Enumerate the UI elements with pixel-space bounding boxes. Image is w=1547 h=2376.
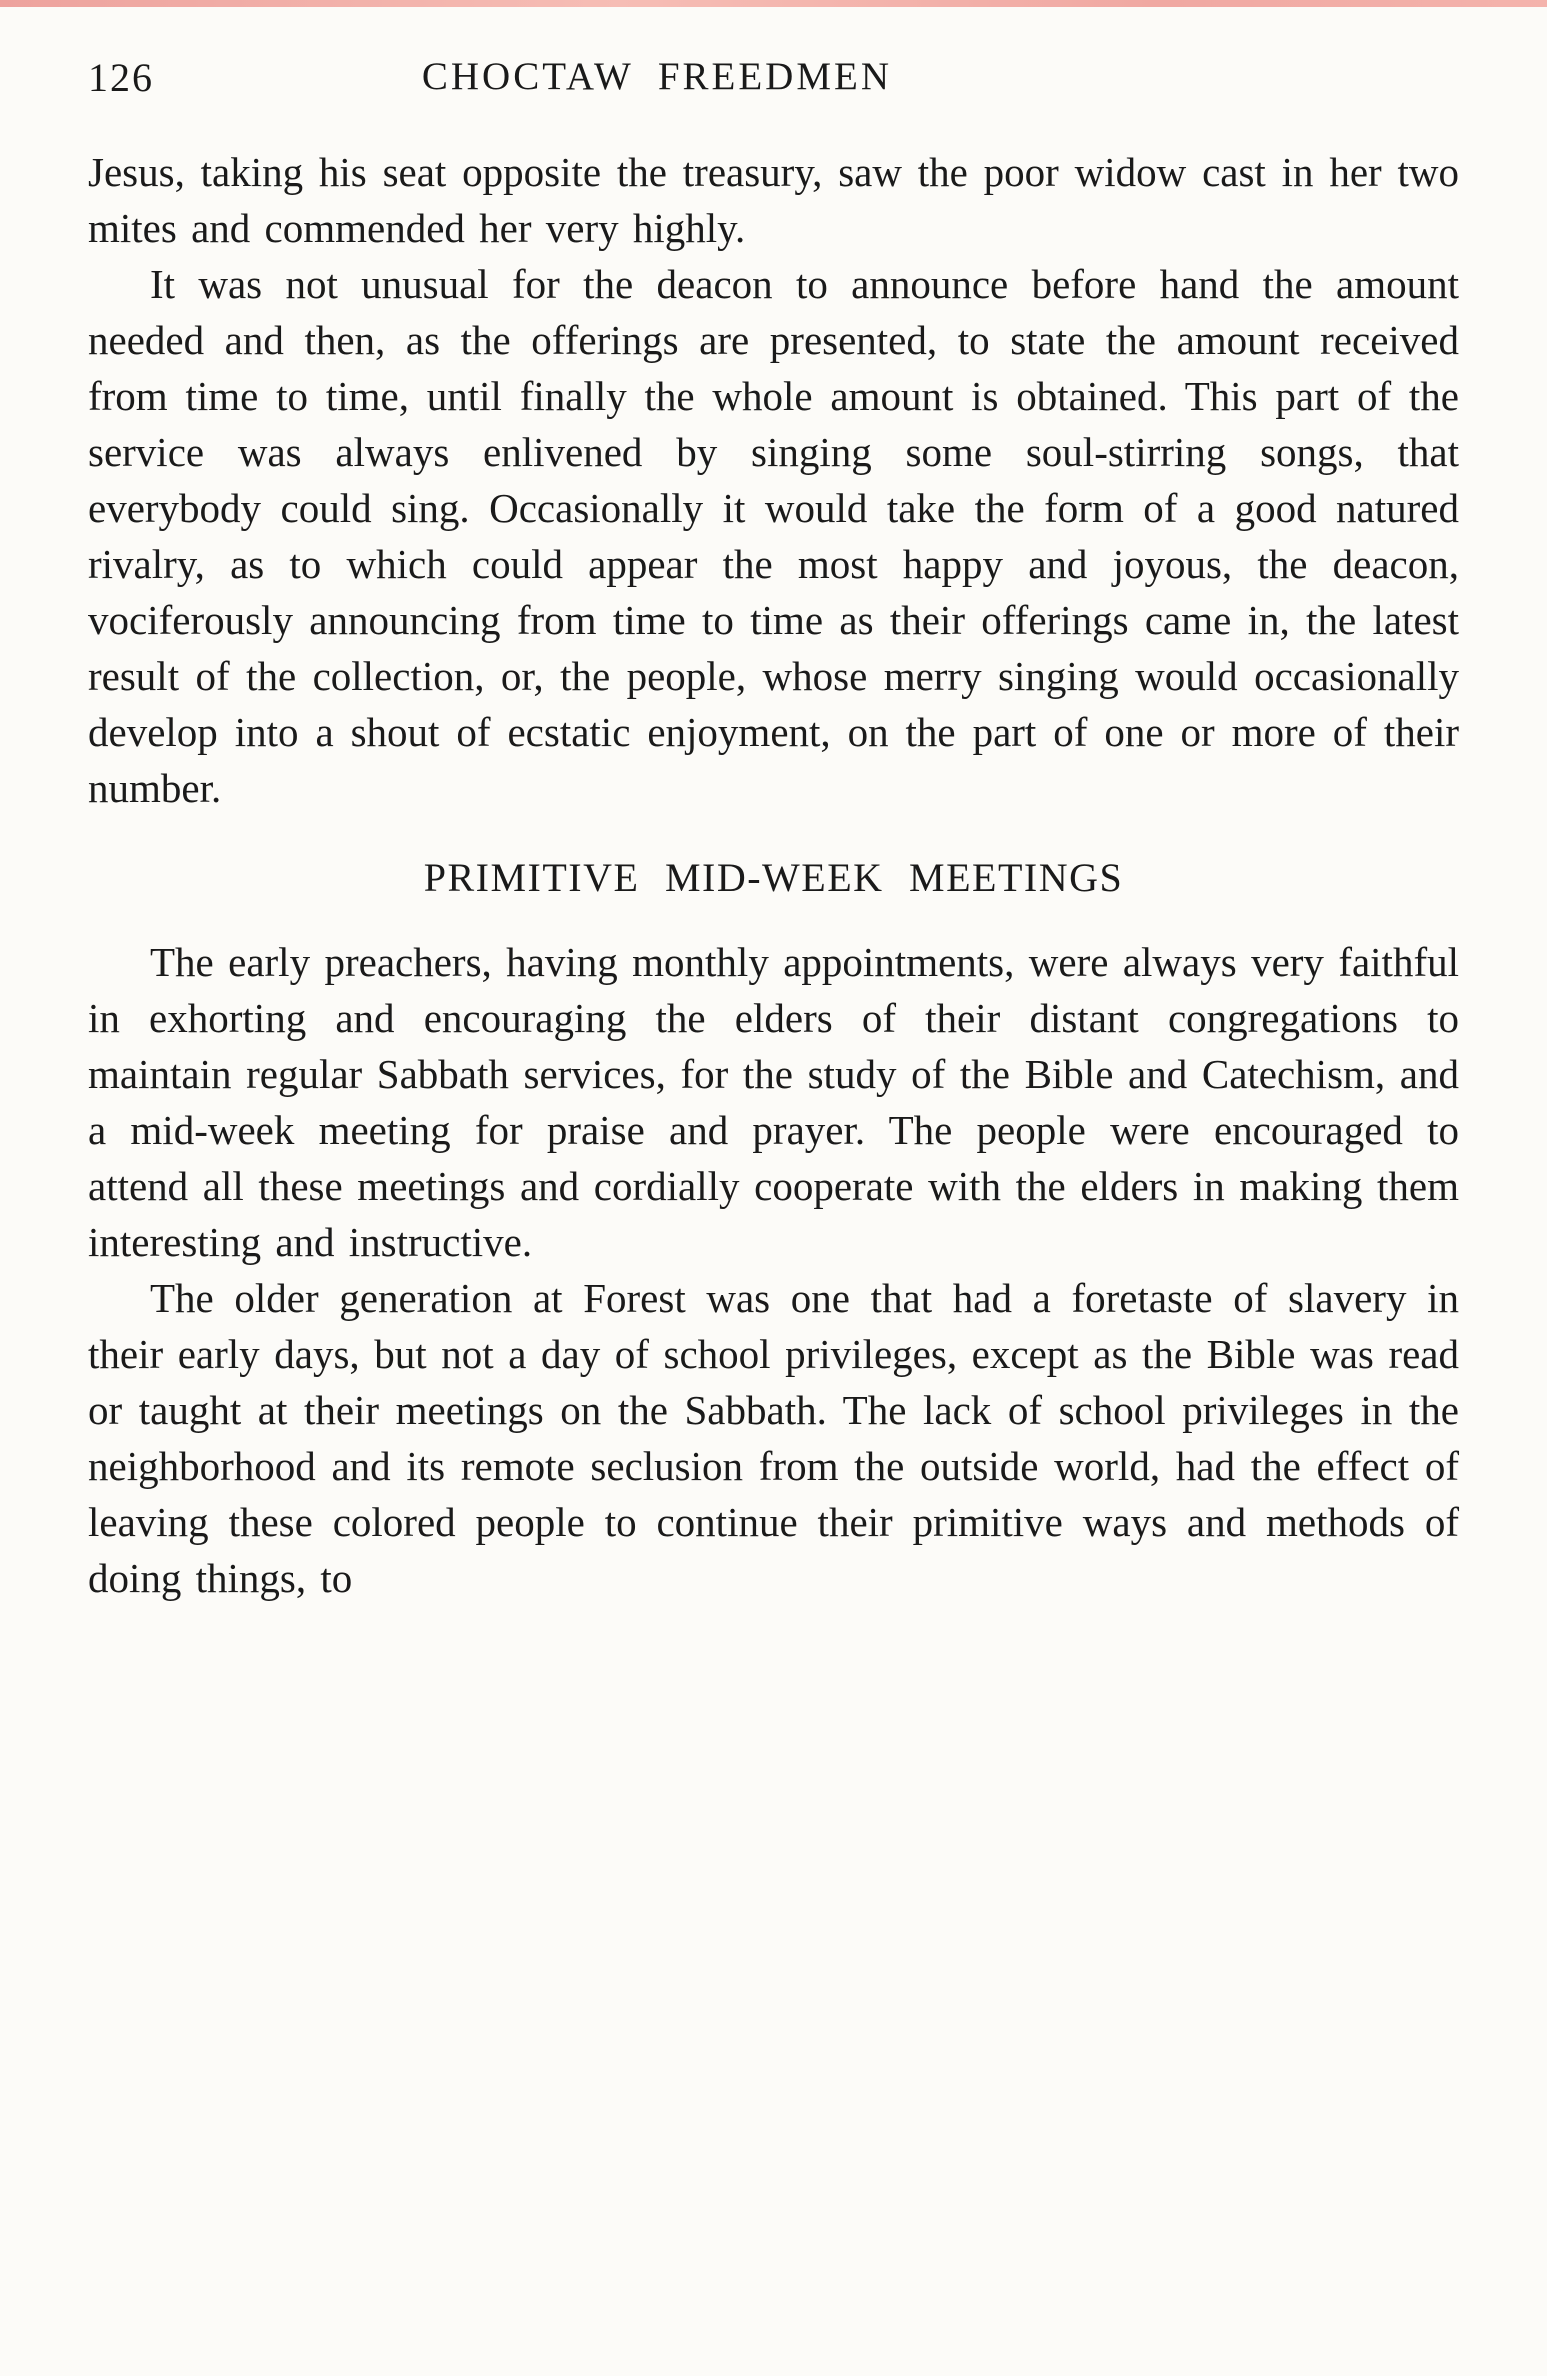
page-body	[88, 144, 1459, 1606]
paragraph-continuation: Jesus, taking his seat opposite the treasury, saw the poor widow cast in her two mites and commended her very highly.	[88, 149, 1459, 251]
section-heading: PRIMITIVE MID-WEEK MEETINGS	[423, 855, 1124, 900]
page-number: 126	[88, 55, 154, 100]
running-head	[88, 54, 1459, 104]
running-title: CHOCTAW FREEDMEN	[421, 55, 893, 98]
paragraph: The early preachers, having monthly appointments, were always very faithful in exhorting and encouraging the elders of their distant congregations to maintain regular Sabbath services, for the study of the Bible and Catechism, and a mid-week meeting for praise and prayer. The people were encouraged to attend all these meetings and cordially cooperate with the elders in making them interesting and instructive.	[88, 939, 1459, 1265]
paragraph: The older generation at Forest was one that had a foretaste of slavery in their early days, but not a day of school privileges, except as the Bible was read or taught at their meetings on the Sabbath. The lack of school privileges in the neighborhood and its remote seclusion from the outside world, had the effect of leaving these colored people to continue their primitive ways and methods of doing things, to	[88, 1275, 1459, 1601]
scan-edge-artifact	[0, 0, 1547, 7]
paragraph: It was not unusual for the deacon to announce before hand the amount needed and then, as the offerings are presented, to state the amount received from time to time, until finally the whole amount is obtained. This part of the service was always enlivened by singing some soul-stirring songs, that everybody could sing. Occasionally it would take the form of a good natured rivalry, as to which could appear the most happy and joyous, the deacon, vociferously announcing from time to time as their offerings came in, the latest result of the collection, or, the people, whose merry singing would occasionally develop into a shout of ecstatic enjoyment, on the part of one or more of their number.	[88, 261, 1459, 811]
